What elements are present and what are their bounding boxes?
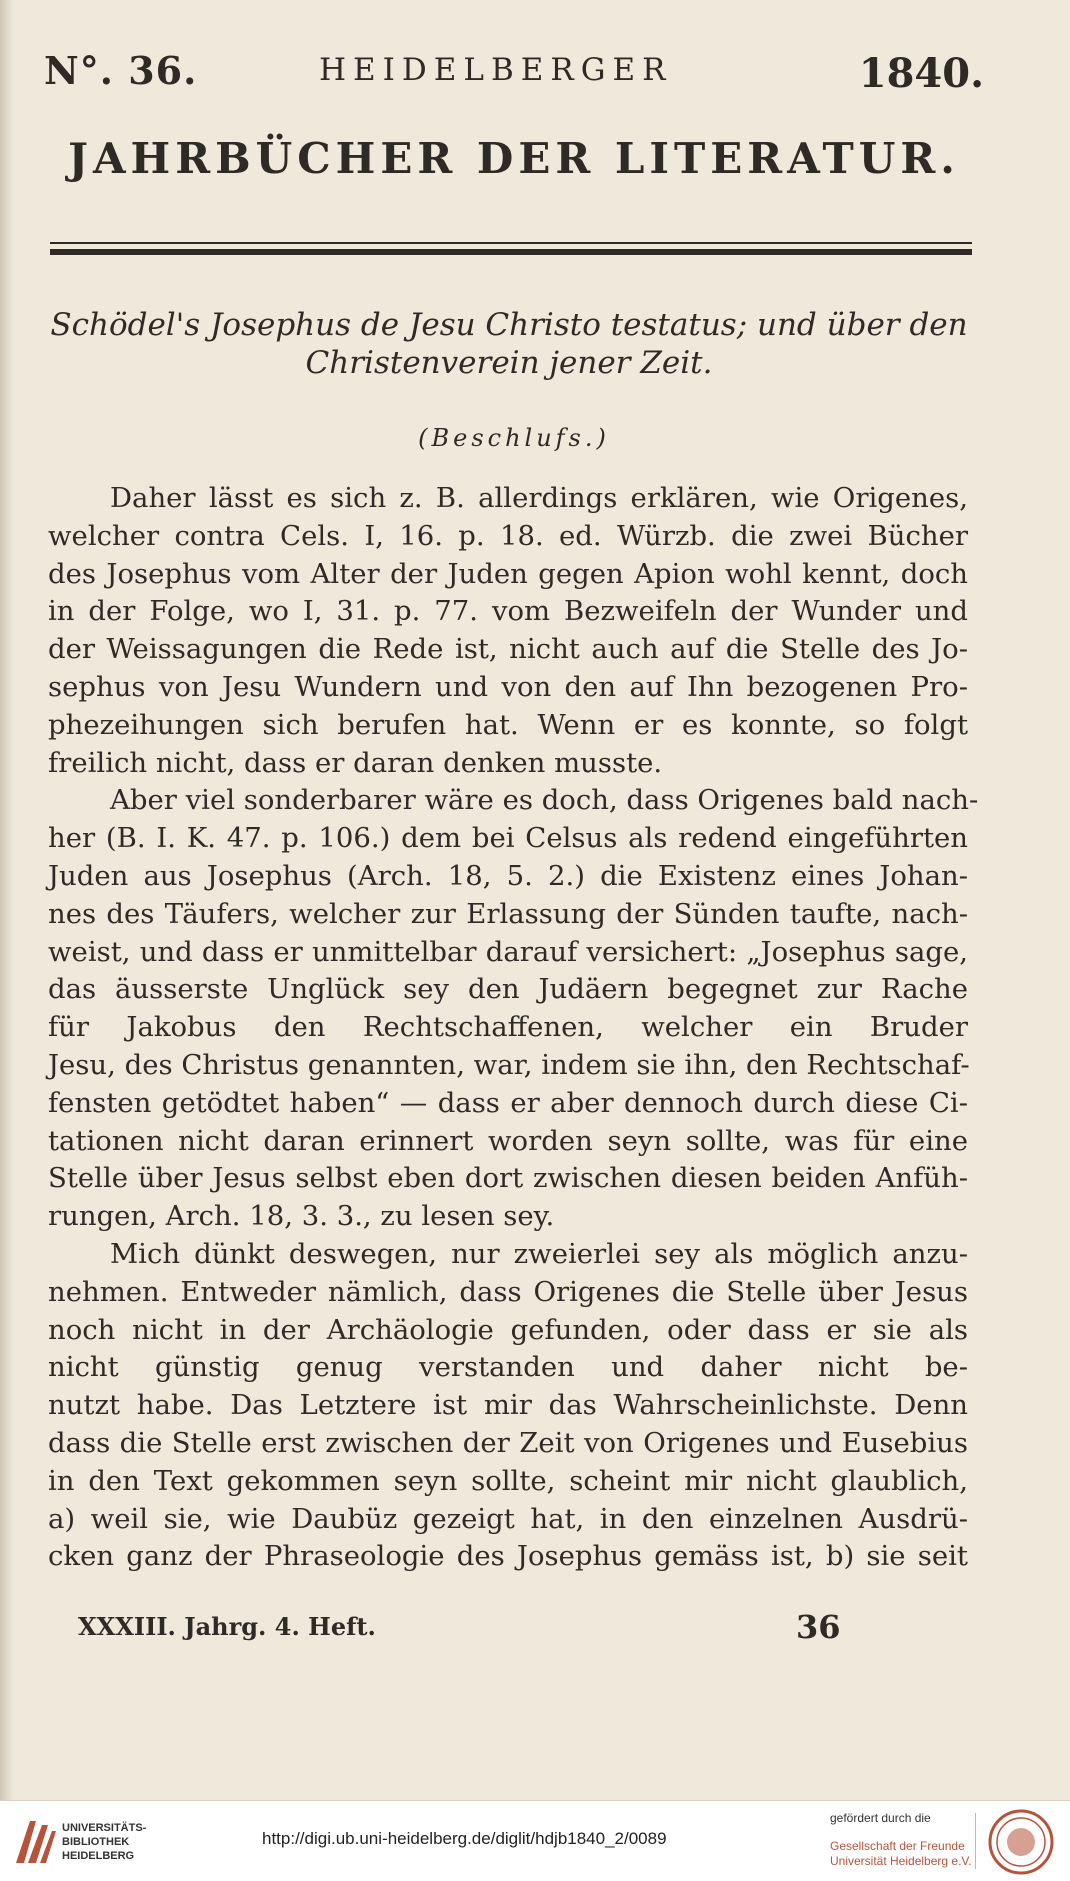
header-rule-thin (50, 242, 972, 244)
society-name (830, 1839, 972, 1869)
text-line: dass die Stelle erst zwischen der Zeit von Origenes und Eusebius (48, 1426, 968, 1459)
issue-number: N°. 36. (44, 48, 198, 93)
library-name-line: BIBLIOTHEK (62, 1836, 130, 1848)
society-name-line: Gesellschaft der Freunde (830, 1839, 965, 1853)
text-line: Jesu, des Christus genannten, war, indem sie ihn, den Rechtschaf- (48, 1048, 970, 1081)
text-line: Juden aus Josephus (Arch. 18, 5. 2.) die Existenz eines Johan- (48, 859, 968, 892)
library-name (62, 1821, 146, 1863)
journal-name: HEIDELBERGER (319, 52, 673, 88)
text-line: das äusserste Unglück sey den Judäern begegnet zur Rache (48, 973, 968, 1006)
article-title-line: Schödel's Josephus de Jesu Christo testatus; und über den (50, 307, 968, 343)
footer-signature: XXXIII. Jahrg. 4. Heft. (78, 1612, 376, 1641)
text-line: nehmen. Entweder nämlich, dass Origenes die Stelle über Jesus (48, 1275, 968, 1308)
text-line: freilich nicht, dass er daran denken musste. (48, 746, 663, 779)
library-name-line: UNIVERSITÄTS- (62, 1822, 147, 1834)
text-line: Aber viel sonderbarer wäre es doch, dass Origenes bald nach- (110, 784, 979, 817)
text-line: nutzt habe. Das Letztere ist mir das Wahrscheinlichste. Denn (48, 1389, 968, 1422)
journal-title: JAHRBÜCHER DER LITERATUR. (68, 134, 960, 183)
text-line: fensten getödtet haben“ — dass er aber dennoch durch diese Ci- (48, 1086, 968, 1119)
text-line: nicht günstig genug verstanden und daher nicht be- (48, 1351, 968, 1384)
page-footer (78, 1608, 841, 1652)
footer-sheet-number: 36 (796, 1608, 841, 1646)
article-title-line: Christenverein jener Zeit. (305, 345, 713, 381)
text-line: welcher contra Cels. I, 16. p. 18. ed. Würzb. die zwei Bücher (48, 519, 968, 552)
text-line: phezeihungen sich berufen hat. Wenn er es konnte, so folgt (48, 708, 968, 741)
text-line: a) weil sie, wie Daubüz gezeigt hat, in den einzelnen Ausdrü- (48, 1502, 968, 1535)
library-name-line: HEIDELBERG (62, 1850, 135, 1862)
text-line: sephus von Jesu Wundern und von den auf Ihn bezogenen Pro- (48, 670, 968, 703)
text-line: cken ganz der Phraseologie des Josephus gemäss ist, b) sie seit (48, 1540, 968, 1573)
permalink-url[interactable]: http://digi.ub.uni-heidelberg.de/diglit/hdjb1840_2/0089 (262, 1829, 667, 1848)
library-logo-icon (12, 1815, 56, 1867)
library-banner (0, 1800, 1070, 1881)
text-line: des Josephus vom Alter der Juden gegen Apion wohl kennt, doch (48, 557, 968, 590)
page-header (44, 48, 984, 97)
text-line: tationen nicht daran erinnert worden seyn sollte, was für eine (48, 1124, 968, 1157)
text-line: der Weissagungen die Rede ist, nicht auch auf die Stelle des Jo- (48, 633, 968, 666)
article-title (46, 306, 972, 382)
text-line: noch nicht in der Archäologie gefunden, oder dass er sie als (48, 1313, 968, 1346)
text-line: rungen, Arch. 18, 3. 3., zu lesen sey. (48, 1200, 555, 1233)
society-name-line: Universität Heidelberg e.V. (830, 1854, 972, 1868)
text-line: Stelle über Jesus selbst eben dort zwischen diesen beiden Anfüh- (48, 1162, 968, 1195)
page-edge-shadow (0, 0, 14, 1800)
header-rule-thick (50, 249, 972, 255)
text-line: her (B. I. K. 47. p. 106.) dem bei Celsus als redend eingeführten (48, 822, 968, 855)
text-line: nes des Täufers, welcher zur Erlassung der Sünden taufte, nach- (48, 897, 968, 930)
issue-year: 1840. (858, 50, 984, 97)
funded-by-label: gefördert durch die (830, 1811, 931, 1825)
text-line: für Jakobus den Rechtschaffenen, welcher ein Bruder (48, 1011, 968, 1044)
banner-divider (975, 1813, 976, 1869)
text-line: Mich dünkt deswegen, nur zweierlei sey als möglich anzu- (110, 1237, 968, 1270)
article-subtitle: (Beschlufs.) (418, 424, 610, 452)
university-seal-icon (988, 1809, 1054, 1875)
text-line: weist, und dass er unmittelbar darauf versichert: „Josephus sage, (48, 935, 968, 968)
article-body (48, 480, 979, 1576)
text-line: Daher lässt es sich z. B. allerdings erklären, wie Origenes, (110, 482, 968, 514)
text-line: in den Text gekommen seyn sollte, scheint mir nicht glaublich, (48, 1464, 968, 1497)
text-line: in der Folge, wo I, 31. p. 77. vom Bezweifeln der Wunder und (48, 595, 968, 628)
